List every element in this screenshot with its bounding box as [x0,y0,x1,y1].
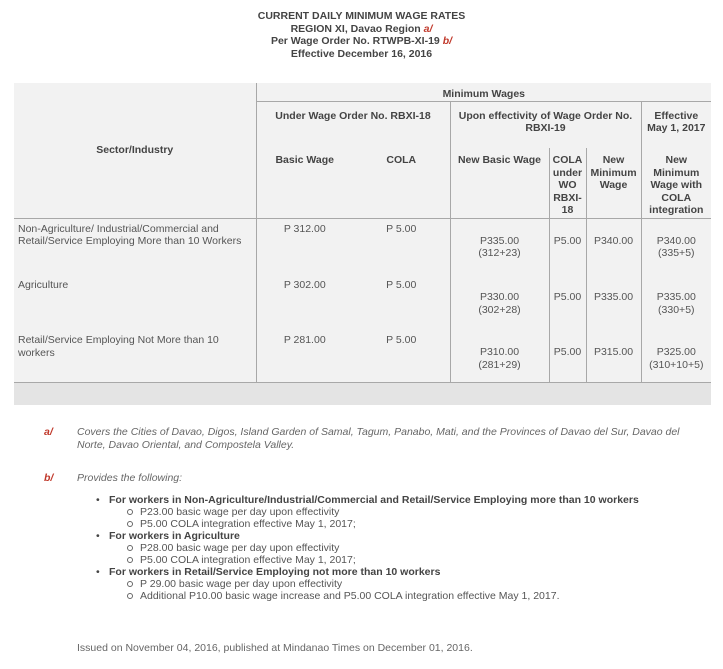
table-row [14,275,711,330]
cell-sector: Retail/Service Employing Not More than 10 workers [18,334,219,359]
footnote-ref-a[interactable]: a/ [423,22,433,35]
issued-statement: Issued on November 04, 2016, published at Mindanao Times on December 01, 2016. [77,642,473,654]
col-header-cola-under-wo: COLA under WO RBXI-18 [549,148,586,218]
list-subitem: P28.00 basic wage per day upon effectivity [124,542,712,554]
list-item-heading: For workers in Retail/Service Employing not more than 10 workers [109,566,441,578]
footnote-b-label: b/ [44,472,54,484]
cell-cola: P 5.00 [386,334,417,346]
list-item-heading: For workers in Agriculture [109,530,240,542]
col-header-sector: Sector/Industry [96,144,174,156]
list-item-heading: For workers in Non-Agriculture/Industrial/Commercial and Retail/Service Employing more than 10 workers [109,494,639,506]
list-item [92,530,712,566]
col-header-minimum-wages: Minimum Wages [256,83,711,101]
col-header-new-min-wage-cola: New Minimum Wage with COLA integration [641,148,711,218]
cell-cola: P 5.00 [353,218,450,275]
list-subitem: Additional P10.00 basic wage increase and P5.00 COLA integration effective May 1, 2017. [124,590,712,602]
col-header-new-basic-wage: New Basic Wage [450,148,549,218]
cell-basic-wage: P 312.00 [256,218,353,275]
footnote-a-label: a/ [44,426,53,438]
col-header-under-wo: Under Wage Order No. RBXI-18 [256,101,450,148]
list-subitem: P5.00 COLA integration effective May 1, 2017; [124,554,712,566]
cell-new-minimum-wage: P340.00 [586,218,641,275]
minimum-wage-table [14,83,711,405]
table-row [14,218,711,275]
document-header [0,10,723,60]
cell-new-basic-wage: P335.00 (312+23) [450,218,549,275]
cell-new-basic-wage: P330.00 (302+28) [450,275,549,330]
cell-new-min-wage-cola: P340.00 (335+5) [641,218,711,275]
col-header-basic-wage: Basic Wage [256,148,353,218]
list-subitem: P5.00 COLA integration effective May 1, 2017; [124,518,712,530]
cell-cola: P 5.00 [386,279,417,291]
cell-cola-under: P5.00 [549,218,586,275]
cell-new-minimum-wage: P315.00 [586,330,641,382]
cell-new-min-wage-cola: P325.00 (310+10+5) [641,330,711,382]
cell-basic-wage: P 302.00 [256,275,353,330]
list-subitem: P 29.00 basic wage per day upon effectivity [124,578,712,590]
table-footer-row [14,382,711,405]
cell-new-basic-wage: P310.00 (281+29) [450,330,549,382]
footnote-ref-b[interactable]: b/ [442,35,453,47]
footnote-b-text: Provides the following: [77,472,183,484]
header-region: REGION XI, Davao Region a/ [290,22,433,35]
list-subitem: P23.00 basic wage per day upon effectivity [124,506,712,518]
cell-sector: Agriculture [18,279,69,291]
list-item [92,494,712,530]
header-title: CURRENT DAILY MINIMUM WAGE RATES [257,10,466,22]
col-header-new-minimum-wage: New Minimum Wage [586,148,641,218]
header-wage-order: Per Wage Order No. RTWPB-XI-19 b/ [270,35,453,47]
list-item [92,566,712,602]
header-effective-date: Effective December 16, 2016 [290,47,433,60]
cell-basic-wage: P 281.00 [256,330,353,382]
footnote-b-list [92,494,712,602]
cell-cola-under: P5.00 [549,330,586,382]
cell-cola-under: P5.00 [549,275,586,330]
footnote-a-text: Covers the Cities of Davao, Digos, Island Garden of Samal, Tagum, Panabo, Mati, and the Provinces of Davao del Sur, Davao del Norte, Davao Oriental, and Compostela Valley. [77,426,680,451]
cell-new-minimum-wage: P335.00 [586,275,641,330]
col-header-upon-effectivity: Upon effectivity of Wage Order No. RBXI-19 [450,101,641,148]
cell-sector: Non-Agriculture/ Industrial/Commercial and Retail/Service Employing More than 10 Workers [14,218,256,275]
col-header-cola: COLA [386,154,417,166]
cell-new-min-wage-cola: P335.00 (330+5) [641,275,711,330]
col-header-effective-may: Effective May 1, 2017 [641,101,711,148]
table-row [14,330,711,382]
